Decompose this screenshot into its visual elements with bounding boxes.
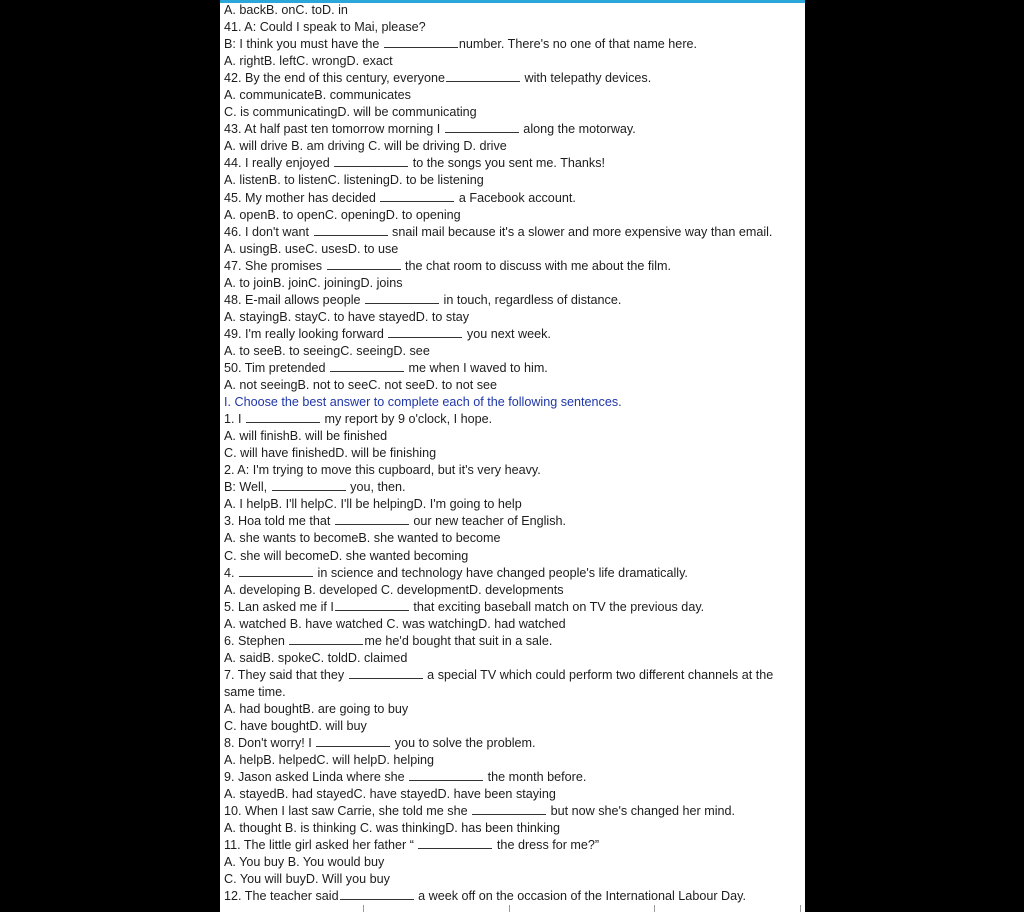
- answer-blank: [380, 200, 454, 202]
- worksheet-line: [224, 871, 803, 888]
- line-text: A. watched B. have watched C. was watchingD. had watched: [224, 616, 566, 631]
- bottom-tick: [509, 905, 510, 912]
- answer-blank: [239, 575, 313, 577]
- worksheet-line: [224, 138, 803, 155]
- worksheet-line: [224, 752, 803, 769]
- bottom-tick: [363, 905, 364, 912]
- answer-blank: [335, 523, 409, 525]
- worksheet-line: [224, 735, 803, 752]
- worksheet-line: [224, 582, 803, 599]
- worksheet-line: [224, 87, 803, 104]
- worksheet-line: [224, 326, 803, 343]
- line-text: a special TV which could perform two different channels at the: [423, 667, 774, 682]
- section-heading: [224, 394, 803, 411]
- worksheet-text: [224, 2, 803, 905]
- worksheet-line: [224, 411, 803, 428]
- worksheet-line: [224, 599, 803, 616]
- line-text: C. is communicatingD. will be communicating: [224, 105, 477, 120]
- line-text: 4.: [224, 565, 239, 580]
- answer-blank: [340, 898, 414, 900]
- line-text: 12. The teacher said: [224, 889, 339, 904]
- line-text: 47. She promises: [224, 258, 326, 273]
- line-text: A. listenB. to listenC. listeningD. to be listening: [224, 173, 484, 188]
- line-text: 49. I'm really looking forward: [224, 326, 388, 341]
- line-text: with telepathy devices.: [521, 71, 652, 86]
- worksheet-line: [224, 548, 803, 565]
- answer-blank: [388, 336, 462, 338]
- line-text: 1. I: [224, 412, 245, 427]
- worksheet-line: [224, 462, 803, 479]
- worksheet-line: [224, 616, 803, 633]
- worksheet-line: [224, 2, 803, 19]
- worksheet-line: [224, 70, 803, 87]
- line-text: C. have boughtD. will buy: [224, 718, 367, 733]
- worksheet-line: [224, 786, 803, 803]
- line-text: A. backB. onC. toD. in: [224, 3, 348, 17]
- line-text: A. to seeB. to seeingC. seeingD. see: [224, 343, 430, 358]
- line-text: C. You will buyD. Will you buy: [224, 872, 390, 887]
- line-text: A. rightB. leftC. wrongD. exact: [224, 54, 393, 69]
- worksheet-line: [224, 650, 803, 667]
- line-text: A. not seeingB. not to seeC. not seeD. to not see: [224, 378, 498, 393]
- worksheet-line: [224, 275, 803, 292]
- line-text: 8. Don't worry! I: [224, 736, 316, 751]
- worksheet-line: [224, 496, 803, 513]
- answer-blank: [409, 779, 483, 781]
- line-text: A. will finishB. will be finished: [224, 429, 388, 444]
- line-text: A. stayingB. stayC. to have stayedD. to stay: [224, 309, 469, 324]
- line-text: 11. The little girl asked her father “: [224, 838, 418, 853]
- worksheet-line: [224, 172, 803, 189]
- line-text: A. to joinB. joinC. joiningD. joins: [224, 275, 403, 290]
- answer-blank: [365, 302, 439, 304]
- line-text: A. developing B. developed C. developmentD. developments: [224, 582, 564, 597]
- line-text: that exciting baseball match on TV the previous day.: [409, 599, 705, 614]
- answer-blank: [246, 421, 320, 423]
- worksheet-line: [224, 104, 803, 121]
- line-text: B: I think you must have the: [224, 37, 383, 52]
- line-text: A. she wants to becomeB. she wanted to become: [224, 531, 501, 546]
- line-text: A. openB. to openC. openingD. to opening: [224, 207, 461, 222]
- answer-blank: [349, 677, 423, 679]
- line-text: 9. Jason asked Linda where she: [224, 770, 409, 785]
- worksheet-line: [224, 428, 803, 445]
- line-text: 6. Stephen: [224, 633, 289, 648]
- line-text: the month before.: [484, 770, 587, 785]
- line-text: A. stayedB. had stayedC. have stayedD. have been staying: [224, 787, 556, 802]
- worksheet-line: [224, 155, 803, 172]
- line-text: but now she's changed her mind.: [547, 804, 736, 819]
- worksheet-line: [224, 377, 803, 394]
- answer-blank: [289, 643, 363, 645]
- answer-blank: [334, 165, 408, 167]
- worksheet-line: [224, 53, 803, 70]
- bottom-tick: [654, 905, 655, 912]
- answer-blank: [384, 46, 458, 48]
- worksheet-line: [224, 343, 803, 360]
- line-text: A. saidB. spokeC. toldD. claimed: [224, 650, 408, 665]
- line-text: 43. At half past ten tomorrow morning I: [224, 122, 444, 137]
- line-text: C. will have finishedD. will be finishing: [224, 446, 437, 461]
- worksheet-line: [224, 803, 803, 820]
- line-text: 3. Hoa told me that: [224, 514, 334, 529]
- line-text: B: Well,: [224, 480, 271, 495]
- worksheet-line: [224, 479, 803, 496]
- line-text: A. had boughtB. are going to buy: [224, 701, 409, 716]
- worksheet-line: [224, 445, 803, 462]
- line-text: 10. When I last saw Carrie, she told me she: [224, 804, 472, 819]
- worksheet-line: [224, 820, 803, 837]
- answer-blank: [330, 370, 404, 372]
- line-text: a Facebook account.: [455, 190, 576, 205]
- line-text: me when I waved to him.: [405, 360, 548, 375]
- line-text: A. will drive B. am driving C. will be driving D. drive: [224, 139, 507, 154]
- line-text: A. I helpB. I'll helpC. I'll be helpingD. I'm going to help: [224, 497, 522, 512]
- worksheet-line: [224, 684, 803, 701]
- worksheet-line: [224, 667, 803, 684]
- worksheet-line: [224, 360, 803, 377]
- worksheet-line: [224, 207, 803, 224]
- worksheet-line: [224, 19, 803, 36]
- line-text: our new teacher of English.: [409, 514, 567, 529]
- line-text: 42. By the end of this century, everyone: [224, 71, 445, 86]
- line-text: 46. I don't want: [224, 224, 313, 239]
- answer-blank: [472, 813, 546, 815]
- worksheet-line: [224, 258, 803, 275]
- answer-blank: [314, 234, 388, 236]
- line-text: me he'd bought that suit in a sale.: [364, 633, 553, 648]
- line-text: in science and technology have changed people's life dramatically.: [314, 565, 688, 580]
- answer-blank: [335, 609, 409, 611]
- answer-blank: [327, 268, 401, 270]
- line-text: 7. They said that they: [224, 667, 348, 682]
- line-text: number. There's no one of that name here.: [458, 37, 698, 52]
- worksheet-line: [224, 241, 803, 258]
- line-text: 48. E-mail allows people: [224, 292, 365, 307]
- page-bottom-edge: [220, 905, 805, 912]
- answer-blank: [418, 847, 492, 849]
- line-text: A. helpB. helpedC. will helpD. helping: [224, 753, 435, 768]
- worksheet-line: [224, 36, 803, 53]
- line-text: you next week.: [463, 326, 551, 341]
- line-text: a week off on the occasion of the International Labour Day.: [414, 889, 746, 904]
- line-text: 41. A: Could I speak to Mai, please?: [224, 20, 426, 35]
- answer-blank: [316, 745, 390, 747]
- worksheet-line: [224, 513, 803, 530]
- line-text: A. communicateB. communicates: [224, 88, 411, 103]
- line-text: 44. I really enjoyed: [224, 156, 334, 171]
- line-text: the chat room to discuss with me about the film.: [401, 258, 672, 273]
- worksheet-line: [224, 292, 803, 309]
- worksheet-line: [224, 309, 803, 326]
- line-text: snail mail because it's a slower and more expensive way than email.: [388, 224, 773, 239]
- line-text: in touch, regardless of distance.: [440, 292, 622, 307]
- worksheet-line: [224, 633, 803, 650]
- worksheet-line: [224, 718, 803, 735]
- line-text: A. You buy B. You would buy: [224, 855, 385, 870]
- worksheet-line: [224, 190, 803, 207]
- bottom-tick: [800, 905, 801, 912]
- worksheet-line: [224, 769, 803, 786]
- answer-blank: [445, 131, 519, 133]
- answer-blank: [446, 80, 520, 82]
- worksheet-line: [224, 565, 803, 582]
- line-text: to the songs you sent me. Thanks!: [409, 156, 605, 171]
- worksheet-line: [224, 121, 803, 138]
- line-text: you, then.: [346, 480, 406, 495]
- worksheet-line: [224, 224, 803, 241]
- line-text: my report by 9 o'clock, I hope.: [321, 412, 493, 427]
- document-page: [220, 0, 805, 912]
- line-text: same time.: [224, 684, 286, 699]
- worksheet-line: [224, 837, 803, 854]
- worksheet-line: [224, 530, 803, 547]
- worksheet-line: [224, 701, 803, 718]
- line-text: A. thought B. is thinking C. was thinkingD. has been thinking: [224, 821, 561, 836]
- line-text: C. she will becomeD. she wanted becoming: [224, 548, 469, 563]
- line-text: you to solve the problem.: [391, 736, 536, 751]
- line-text: the dress for me?”: [493, 838, 600, 853]
- line-text: along the motorway.: [519, 122, 636, 137]
- answer-blank: [272, 489, 346, 491]
- line-text: 2. A: I'm trying to move this cupboard, but it's very heavy.: [224, 463, 541, 478]
- line-text: 50. Tim pretended: [224, 360, 330, 375]
- line-text: 5. Lan asked me if I: [224, 599, 334, 614]
- worksheet-line: [224, 854, 803, 871]
- line-text: I. Choose the best answer to complete each of the following sentences.: [224, 395, 622, 410]
- line-text: A. usingB. useC. usesD. to use: [224, 241, 399, 256]
- worksheet-line: [224, 888, 803, 905]
- line-text: 45. My mother has decided: [224, 190, 380, 205]
